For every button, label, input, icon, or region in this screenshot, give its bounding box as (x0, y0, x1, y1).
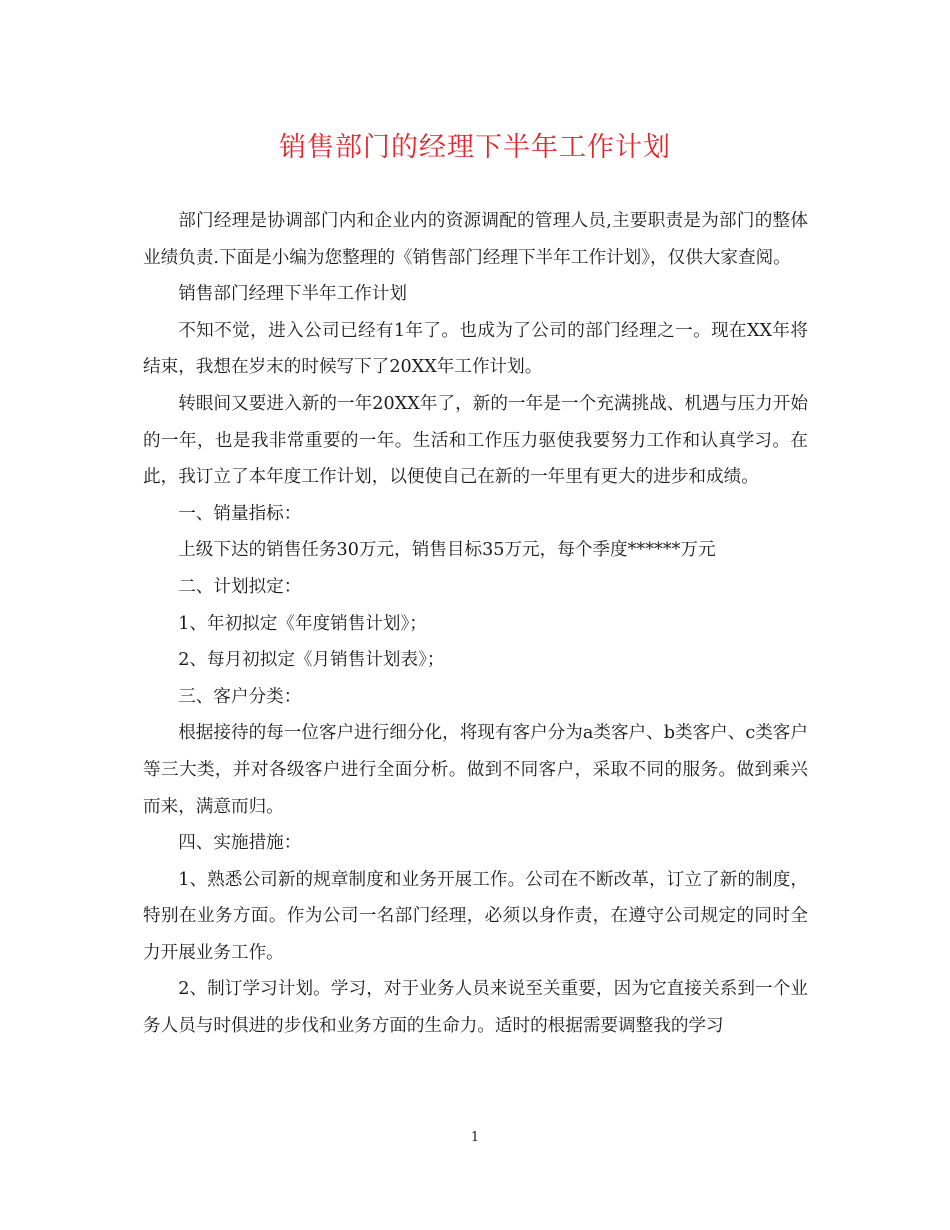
paragraph-subtitle: 销售部门经理下半年工作计划 (178, 284, 407, 305)
paragraph-intro: 部门经理是协调部门内和企业内的资源调配的管理人员,主要职责是为部门的整体业绩负责.下面是小编为您整理的《销售部门经理下半年工作计划》，仅供大家查阅。 (143, 211, 808, 268)
list-item-monthly-plan: 2、每月初拟定《月销售计划表》； (178, 650, 445, 671)
section-heading-customer-classification: 三、客户分类： (178, 686, 302, 707)
paragraph-opening: 不知不觉，进入公司已经有1年了。也成为了公司的部门经理之一。现在XX年将结束，我想在岁末的时候写下了20XX年工作计划。 (143, 320, 808, 378)
paragraph-customer-classification: 根据接待的每一位客户进行细分化，将现有客户分为a类客户、b类客户、c类客户等三大类，并对各级客户进行全面分析。做到不同客户，采取不同的服务。做到乘兴而来，满意而归。 (143, 723, 808, 817)
list-item-annual-plan: 1、年初拟定《年度销售计划》； (178, 613, 427, 634)
list-item-rules: 1、熟悉公司新的规章制度和业务开展工作。公司在不断改革，订立了新的制度，特别在业务方面。作为公司一名部门经理，必须以身作责，在遵守公司规定的同时全力开展业务工作。 (143, 869, 808, 963)
document-title: 销售部门的经理下半年工作计划 (279, 132, 671, 163)
page-number: 1 (470, 1130, 480, 1145)
paragraph-sales-target: 上级下达的销售任务30万元，销售目标35万元，每个季度******万元 (178, 540, 716, 561)
section-heading-sales-target: 一、销量指标： (178, 503, 302, 524)
section-heading-measures: 四、实施措施： (178, 833, 302, 854)
section-heading-plan: 二、计划拟定： (178, 576, 302, 597)
document-body (143, 203, 808, 1045)
paragraph-new-year: 转眼间又要进入新的一年20XX年了，新的一年是一个充满挑战、机遇与压力开始的一年，也是我非常重要的一年。生活和工作压力驱使我要努力工作和认真学习。在此，我订立了本年度工作计划，以便使自己在新的一年里有更大的进步和成绩。 (143, 393, 808, 488)
list-item-study-plan: 2、制订学习计划。学习，对于业务人员来说至关重要，因为它直接关系到一个业务人员与时俱进的步伐和业务方面的生命力。适时的根据需要调整我的学习 (143, 979, 808, 1037)
